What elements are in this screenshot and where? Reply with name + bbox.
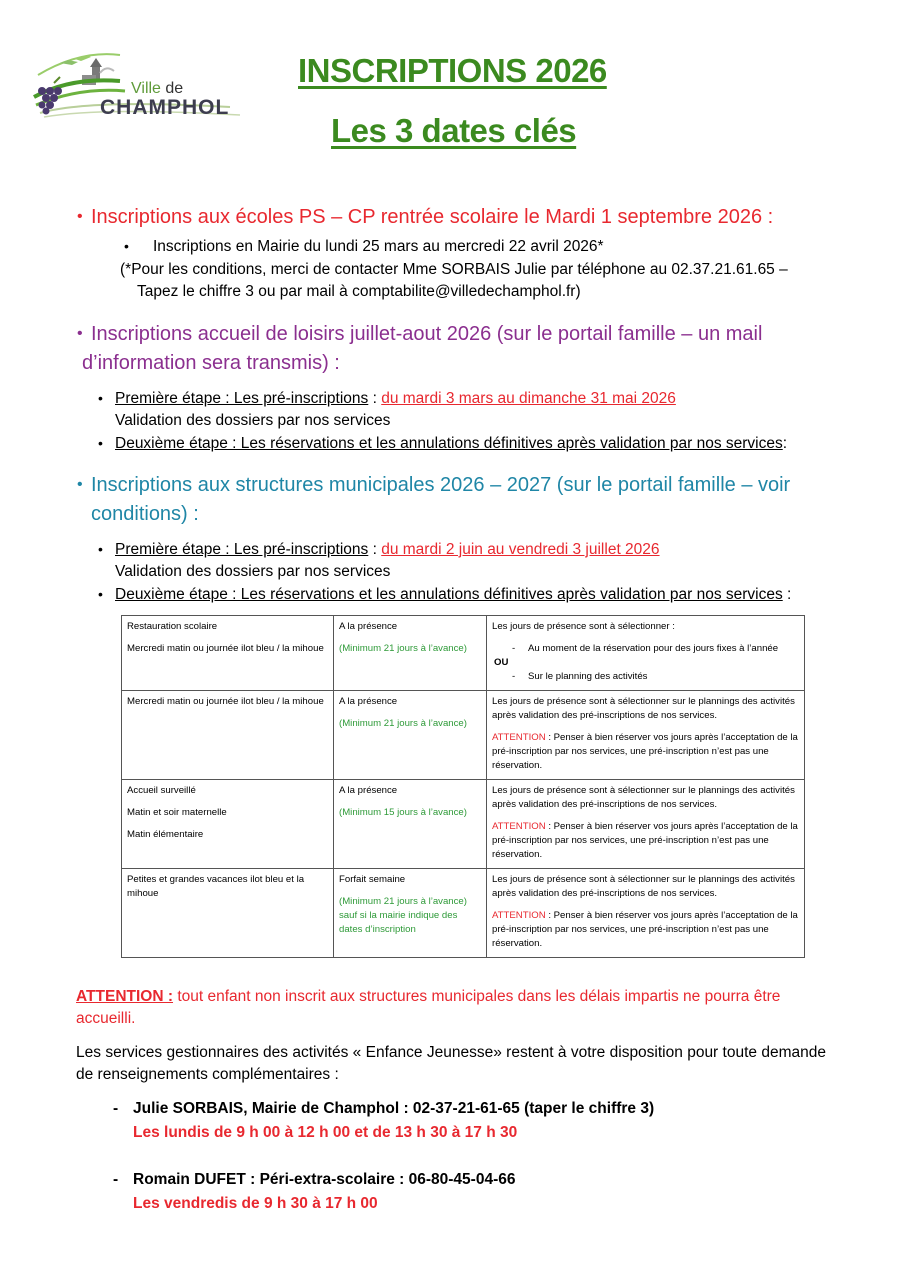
- section3-heading: • Inscriptions aux structures municipales 2026 – 2027 (sur le portail famille – voir: [91, 471, 790, 499]
- table-cell: Mercredi matin ou journée ilot bleu / la mihoue: [122, 691, 334, 780]
- section1-bullet: •: [77, 208, 83, 225]
- section3-step2: Deuxième étape : Les réservations et les annulations définitives après validation par nos services :: [115, 586, 792, 603]
- section2-bullet: •: [77, 325, 83, 342]
- logo-text-champhol: CHAMPHOL: [100, 96, 230, 119]
- contact-sorbais-hours: Les lundis de 9 h 00 à 12 h 00 et de 13 h 30 à 17 h 30: [133, 1124, 518, 1141]
- attention-notice: ATTENTION : tout enfant non inscrit aux structures municipales dans les délais impartis ne pourra être accueilli.: [76, 988, 781, 1027]
- section2-step1-sub: Validation des dossiers par nos services: [115, 412, 391, 429]
- section2-step2-bullet: •: [98, 435, 103, 451]
- section1-item-bullet: •: [124, 238, 129, 254]
- contact-dufet: Romain DUFET : Péri-extra-scolaire : 06-80-45-04-66: [133, 1171, 516, 1188]
- table-row: [122, 691, 805, 780]
- page-title: INSCRIPTIONS 2026: [298, 52, 607, 89]
- table-cell: Les jours de présence sont à sélectionner sur le plannings des activités après validation des pré-inscriptions de nos services. ATTENTION : Penser à bien réserver vos jours après l’acceptation de la pré-inscription par nos services, une pré-inscription n’est pas une réservation.: [487, 691, 805, 780]
- info-paragraph: Les services gestionnaires des activités « Enfance Jeunesse» restent à votre disposition pour toute demande de renseignements complémentaires :: [76, 1044, 826, 1083]
- table-cell: Les jours de présence sont à sélectionner sur le plannings des activités après validation des pré-inscriptions de nos services. ATTENTION : Penser à bien réserver vos jours après l’acceptation de la pré-inscription par nos services, une pré-inscription n’est pas une réservation.: [487, 869, 805, 958]
- table-cell: Petites et grandes vacances ilot bleu et la mihoue: [122, 869, 334, 958]
- section2-step1: Première étape : Les pré-inscriptions : du mardi 3 mars au dimanche 31 mai 2026: [115, 390, 676, 407]
- section1-item: Inscriptions en Mairie du lundi 25 mars au mercredi 22 avril 2026*: [153, 238, 604, 255]
- section2-step2: Deuxième étape : Les réservations et les annulations définitives après validation par nos services:: [115, 435, 788, 452]
- section2-step1-bullet: •: [98, 390, 103, 406]
- table-cell: Les jours de présence sont à sélectionner sur le plannings des activités après validation des pré-inscriptions de nos services. ATTENTION : Penser à bien réserver vos jours après l’acceptation de la pré-inscription par nos services, une pré-inscription n’est pas une réservation.: [487, 780, 805, 869]
- table-cell: Accueil surveillé Matin et soir maternelle Matin élémentaire: [122, 780, 334, 869]
- section3-step1: Première étape : Les pré-inscriptions : du mardi 2 juin au vendredi 3 juillet 2026: [115, 541, 660, 558]
- contact-dufet-hours: Les vendredis de 9 h 30 à 17 h 00: [133, 1195, 378, 1212]
- table-cell: A la présence (Minimum 15 jours à l’avance): [334, 780, 487, 869]
- page-subtitle: Les 3 dates clés: [331, 112, 577, 149]
- section2-heading-line2: d’information sera transmis) :: [82, 352, 340, 374]
- table-cell: A la présence (Minimum 21 jours à l’avance): [334, 691, 487, 780]
- table-row: [122, 780, 805, 869]
- table-cell: Restauration scolaire Mercredi matin ou journée ilot bleu / la mihoue: [122, 616, 334, 691]
- section3-heading-line2: conditions) :: [91, 503, 199, 525]
- section3-bullet: •: [77, 476, 83, 493]
- contact-dash: -: [113, 1171, 119, 1188]
- contact-sorbais: Julie SORBAIS, Mairie de Champhol : 02-37-21-61-65 (taper le chiffre 3): [133, 1100, 655, 1117]
- contact-dash: -: [113, 1100, 119, 1117]
- section3-step1-bullet: •: [98, 541, 103, 557]
- section2-heading: • Inscriptions accueil de loisirs juillet-aout 2026 (sur le portail famille – un mail: [91, 320, 762, 348]
- table-cell: Les jours de présence sont à sélectionner : - Au moment de la réservation pour des jours fixes à l’année OU - Sur le planning des activités: [487, 616, 805, 691]
- table-cell: A la présence (Minimum 21 jours à l’avance): [334, 616, 487, 691]
- table-row: [122, 616, 805, 691]
- section3-step1-sub: Validation des dossiers par nos services: [115, 563, 391, 580]
- table-cell: Forfait semaine (Minimum 21 jours à l’avance) sauf si la mairie indique des dates d’inscription: [334, 869, 487, 958]
- table-row: [122, 869, 805, 958]
- section1-note-line1: (*Pour les conditions, merci de contacter Mme SORBAIS Julie par téléphone au 02.37.21.61.65 –: [120, 261, 788, 278]
- section1-heading: • Inscriptions aux écoles PS – CP rentrée scolaire le Mardi 1 septembre 2026 :: [91, 203, 773, 231]
- section3-step2-bullet: •: [98, 586, 103, 602]
- logo-text-ville: Ville de: [131, 80, 184, 97]
- structures-table: [121, 615, 805, 958]
- section1-note-line2: Tapez le chiffre 3 ou par mail à comptabilite@villedechamphol.fr): [137, 283, 581, 300]
